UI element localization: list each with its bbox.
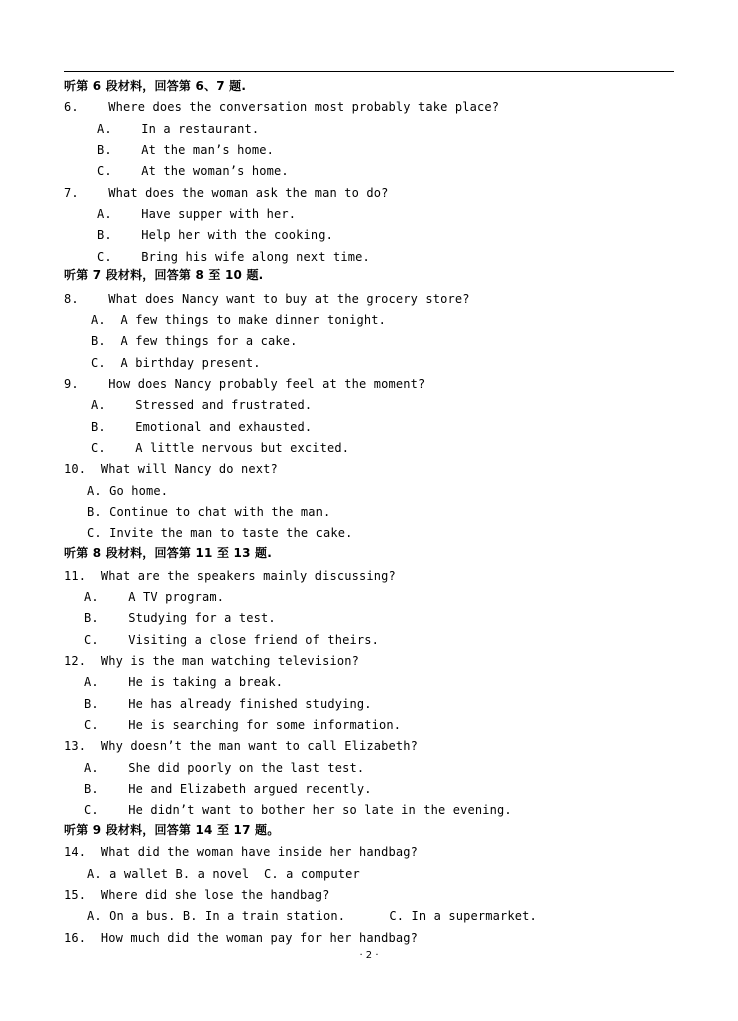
section-heading-7: 听第 7 段材料，回答第 8 至 10 题. (64, 268, 264, 282)
section-heading-6: 听第 6 段材料，回答第 6、7 题. (64, 79, 247, 93)
option-10b: B. Continue to chat with the man. (87, 505, 331, 519)
option-11a: A. A TV program. (84, 590, 225, 604)
option-7b: B. Help her with the cooking. (97, 228, 333, 242)
options-14: A. a wallet B. a novel C. a computer (87, 867, 360, 881)
option-12a: A. He is taking a break. (84, 675, 284, 689)
option-11c: C. Visiting a close friend of theirs. (84, 633, 379, 647)
option-8c: C. A birthday present. (91, 356, 261, 370)
question-16: 16. How much did the woman pay for her handbag? (64, 931, 418, 945)
question-14: 14. What did the woman have inside her handbag? (64, 845, 418, 859)
question-15: 15. Where did she lose the handbag? (64, 888, 330, 902)
header-rule (64, 71, 674, 72)
option-12b: B. He has already finished studying. (84, 697, 372, 711)
question-6: 6. Where does the conversation most probably take place? (64, 100, 500, 114)
page-number: · 2 · (359, 950, 379, 961)
question-9: 9. How does Nancy probably feel at the moment? (64, 377, 426, 391)
options-15: A. On a bus. B. In a train station. C. In a supermarket. (87, 909, 537, 923)
question-12: 12. Why is the man watching television? (64, 654, 359, 668)
option-9a: A. Stressed and frustrated. (91, 398, 313, 412)
option-9b: B. Emotional and exhausted. (91, 420, 313, 434)
question-13: 13. Why doesn’t the man want to call Elizabeth? (64, 739, 418, 753)
question-8: 8. What does Nancy want to buy at the grocery store? (64, 292, 470, 306)
option-10a: A. Go home. (87, 484, 169, 498)
option-9c: C. A little nervous but excited. (91, 441, 350, 455)
option-12c: C. He is searching for some information. (84, 718, 402, 732)
option-8b: B. A few things for a cake. (91, 334, 298, 348)
option-7c: C. Bring his wife along next time. (97, 250, 370, 264)
option-6b: B. At the man’s home. (97, 143, 274, 157)
section-heading-8: 听第 8 段材料，回答第 11 至 13 题. (64, 546, 272, 560)
question-7: 7. What does the woman ask the man to do? (64, 186, 389, 200)
option-13c: C. He didn’t want to bother her so late in the evening. (84, 803, 512, 817)
question-11: 11. What are the speakers mainly discussing? (64, 569, 396, 583)
option-8a: A. A few things to make dinner tonight. (91, 313, 386, 327)
option-10c: C. Invite the man to taste the cake. (87, 526, 353, 540)
section-heading-9: 听第 9 段材料，回答第 14 至 17 题。 (64, 823, 280, 837)
option-7a: A. Have supper with her. (97, 207, 297, 221)
option-11b: B. Studying for a test. (84, 611, 276, 625)
option-6c: C. At the woman’s home. (97, 164, 289, 178)
option-13a: A. She did poorly on the last test. (84, 761, 365, 775)
question-10: 10. What will Nancy do next? (64, 462, 278, 476)
option-6a: A. In a restaurant. (97, 122, 260, 136)
option-13b: B. He and Elizabeth argued recently. (84, 782, 372, 796)
